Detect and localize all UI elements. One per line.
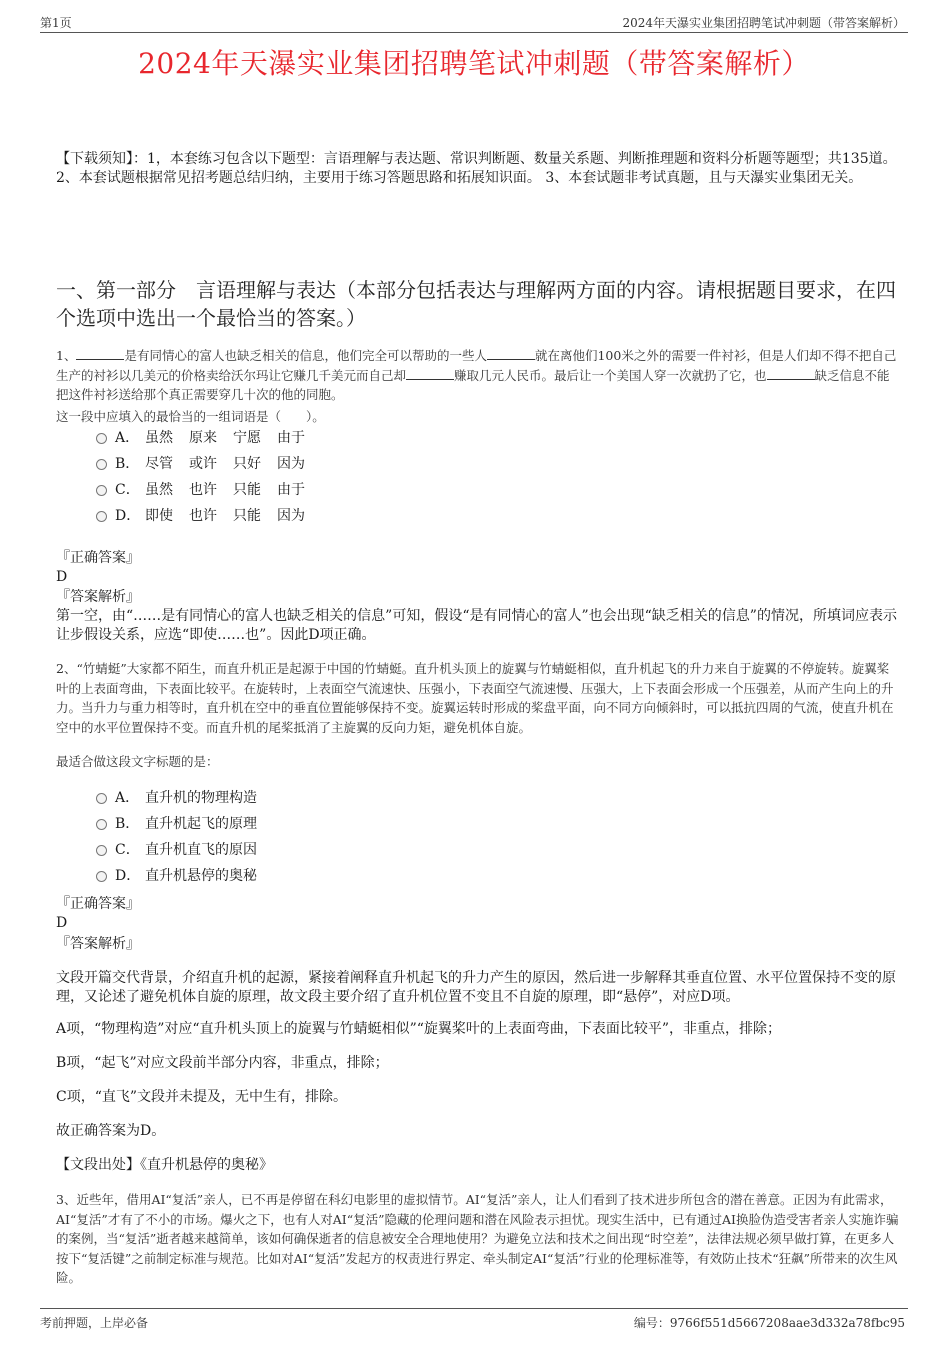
footer-divider (40, 1308, 908, 1309)
question-2-analysis-paragraph: A项，“物理构造”对应“直升机头顶上的旋翼与竹蜻蜓相似”“旋翼桨叶的上表面弯曲，下表面比较平”，非重点，排除； (56, 1021, 782, 1037)
question-2-analysis-paragraph: B项，“起飞”对应文段前半部分内容，非重点，排除； (56, 1055, 389, 1071)
radio-button[interactable] (96, 511, 107, 522)
radio-button[interactable] (96, 485, 107, 496)
download-notice: 【下载须知】：1，本套练习包含以下题型：言语理解与表达题、常识判断题、数量关系题、判断推理题和资料分析题等题型；共135道。 2、本套试题根据常见招考题总结归纳，主要用于练习答题思路和拓展知识面。 3、本套试题非考试真题，且与天瀑实业集团无关。 (56, 151, 897, 186)
question-1-analysis: 第一空，由“……是有同情心的富人也缺乏相关的信息”可知，假设“是有同情心的富人”也会出现“缺乏相关的信息”的情况，所填词应表示让步假设关系，应选“即使……也”。因此D项正确。 (56, 608, 897, 643)
question-2-analysis-paragraph: 故正确答案为D。 (56, 1123, 166, 1139)
footer-slogan: 考前押题，上岸必备 (40, 1316, 149, 1330)
question-1-answer-label: 『正确答案』 (56, 550, 140, 566)
question-1-analysis-label: 『答案解析』 (56, 589, 140, 605)
question-2-stem: 2、“竹蜻蜓”大家都不陌生，而直升机正是起源于中国的竹蜻蜓。直升机头顶上的旋翼与竹蜻蜓相似，直升机起飞的升力来自于旋翼的不停旋转。旋翼桨叶的上表面弯曲，下表面比较平。在旋转时，上表面空气流速快、压强小，下表面空气流速慢、压强大，上下表面会形成一个压强差，从而产生向上的升力。当升力与重力相等时，直升机在空中的垂直位置能够保持不变。旋翼运转时形成的桨盘平面，向不同方向倾斜时，可以抵抗四周的气流，使直升机在空中的水平位置保持不变。而直升机的尾桨抵消了主旋翼的反向力矩，避免机体自旋。 (56, 661, 894, 735)
question-2-prompt: 最适合做这段文字标题的是： (56, 754, 219, 769)
question-2-option-b[interactable]: B． 直升机起飞的原理 (96, 814, 257, 834)
header-divider (40, 32, 908, 33)
question-3-stem: 3、近些年，借用AI“复活”亲人，已不再是停留在科幻电影里的虚拟情节。AI“复活”亲人，让人们看到了技术进步所包含的潜在善意。正因为有此需求，AI“复活”才有了不小的市场。爆火之下，也有人对AI“复活”隐藏的伦理问题和潜在风险表示担忧。现实生活中，已有通过AI换脸伪造受害者亲人实施诈骗的案例，当“复活”逝者越来越简单，该如何确保逝者的信息被安全合理地使用？为避免立法和技术之间出现“时空差”，法律法规必须早做打算，在更多人按下“复活键”之前制定标准与规范。比如对AI“复活”发起方的权责进行界定、牵头制定AI“复活”行业的伦理标准等，有效防止技术“狂飙”所带来的次生风险。 (56, 1192, 899, 1285)
page-number: 第1页 (40, 16, 72, 30)
radio-button[interactable] (96, 845, 107, 856)
fill-blank (76, 348, 124, 360)
question-2-source: 【文段出处】《直升机悬停的奥秘》 (56, 1157, 273, 1173)
header-doc-title: 2024年天瀑实业集团招聘笔试冲刺题（带答案解析） (622, 16, 905, 30)
question-2-option-c[interactable]: C． 直升机直飞的原因 (96, 840, 257, 860)
footer-document-id: 编号：9766f551d5667208aae3d332a78fbc95 (633, 1316, 905, 1330)
fill-blank (487, 348, 535, 360)
question-1-option-a[interactable]: A． 虽然 原来 宁愿 由于 (96, 428, 321, 448)
page-title: 2024年天瀑实业集团招聘笔试冲刺题（带答案解析） (138, 47, 810, 80)
radio-button[interactable] (96, 793, 107, 804)
radio-button[interactable] (96, 459, 107, 470)
question-2-analysis-paragraph: 文段开篇交代背景，介绍直升机的起源，紧接着阐释直升机起飞的升力产生的原因，然后进一步解释其垂直位置、水平位置保持不变的原理，又论述了避免机体自旋的原理，故文段主要介绍了直升机位置不变且不自旋的原理，即“悬停”，对应D项。 (56, 970, 896, 1005)
question-1-answer: D (56, 569, 68, 585)
question-1-option-d[interactable]: D． 即使 也许 只能 因为 (96, 506, 321, 526)
question-1-prompt: 这一段中应填入的最恰当的一组词语是（ ）。 (56, 409, 325, 424)
question-2-analysis-paragraph: C项，“直飞”文段并未提及，无中生有，排除。 (56, 1089, 348, 1105)
radio-button[interactable] (96, 433, 107, 444)
fill-blank (767, 368, 815, 380)
radio-button[interactable] (96, 819, 107, 830)
question-2-option-a[interactable]: A． 直升机的物理构造 (96, 788, 257, 808)
question-1-option-c[interactable]: C． 虽然 也许 只能 由于 (96, 480, 321, 500)
question-2-answer: D (56, 915, 68, 931)
fill-blank (406, 368, 454, 380)
section-heading: 一、第一部分 言语理解与表达（本部分包括表达与理解两方面的内容。请根据题目要求，在四个选项中选出一个最恰当的答案。） (56, 278, 896, 330)
question-1-stem: 1、 是有同情心的富人也缺乏相关的信息，他们完全可以帮助的一些人 就在离他们100米之外的需要一件衬衫，但是人们却不得不把自己生产的衬衫以几美元的价格卖给沃尔玛让它赚几千美元而自己却 赚取几元人民币。最后让一个美国人穿一次就扔了它，也 缺乏信息不能把这件衬衫送给那个真正需要穿几十次的他的同胞。 (56, 348, 897, 402)
question-2-analysis-label: 『答案解析』 (56, 936, 140, 952)
question-1-option-b[interactable]: B． 尽管 或许 只好 因为 (96, 454, 321, 474)
radio-button[interactable] (96, 871, 107, 882)
question-2-option-d[interactable]: D． 直升机悬停的奥秘 (96, 866, 257, 886)
question-2-answer-label: 『正确答案』 (56, 896, 140, 912)
